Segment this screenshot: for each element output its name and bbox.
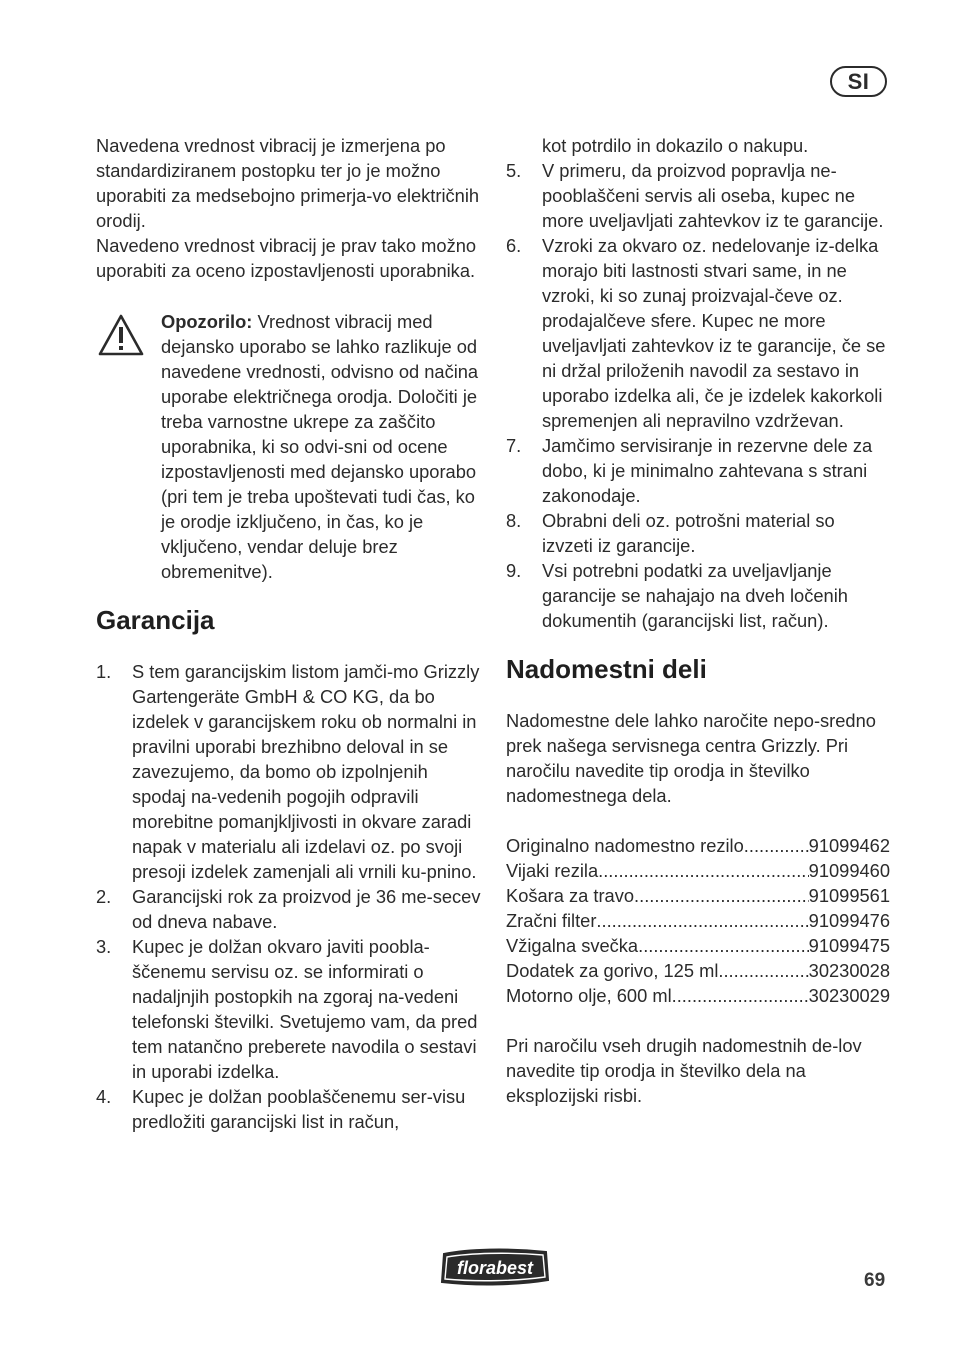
list-item (506, 508, 890, 558)
spare-part-number: 91099475 (808, 935, 890, 956)
list-item (506, 158, 890, 233)
right-column (506, 133, 890, 1108)
page-number: 69 (864, 1270, 886, 1291)
list-item-text: kot potrdilo in dokazilo o nakupu. (542, 135, 809, 156)
list-item (506, 433, 890, 508)
list-item-number: 7. (506, 435, 522, 456)
spare-part-name: Zračni filter (506, 910, 597, 931)
list-item-text: Vsi potrebni podatki za uveljavljanje garancije se nahajajo na dveh ločenih dokumentih (garancijski list, račun). (542, 560, 848, 631)
list-item-number: 6. (506, 235, 522, 256)
list-item-text: S tem garancijskim listom jamči-mo Grizzly Gartengeräte GmbH & CO KG, da bo izdelek v garancijskem roku ob normalni in pravilni uporabi brezhibno deloval in se zavezujemo, da bomo ob izpolnjenih spodaj na-vedenih pogojih odpravili morebitne pomanjkljivosti in okvare zaradi napak v materialu ali izdelavi oz. po svoji presoji izdelek zamenjali ali vrnili ku-pnino. (132, 661, 480, 882)
language-badge: SI (830, 66, 887, 97)
list-item-number: 1. (96, 661, 112, 682)
warning-label: Opozorilo: (161, 311, 253, 332)
spare-part-number: 30230028 (808, 960, 890, 981)
spare-part-number: 91099476 (808, 910, 890, 931)
warranty-heading: Garancija (96, 605, 215, 635)
spare-parts-outro: Pri naročilu vseh drugih nadomestnih de-lov navedite tip orodja in številko dela na eksplozijski risbi. (506, 1035, 862, 1106)
list-item-text: Kupec je dolžan okvaro javiti poobla-ščenemu servisu oz. se informirati o nadaljnjih postopkih na zgoraj na-vedeni telefonski številki. Svetujemo vam, da pred tem natančno preberete navodila o sestavi in uporabi izdelka. (132, 936, 478, 1082)
spare-part-row (506, 908, 890, 933)
list-item (96, 659, 482, 884)
dot-leader (718, 958, 808, 983)
spare-part-name: Dodatek za gorivo, 125 ml (506, 960, 719, 981)
florabest-logo (438, 1246, 552, 1288)
list-item-text: Jamčimo servisiranje in rezervne dele za dobo, ki je minimalno zahtevana s strani zakonodaje. (542, 435, 873, 506)
brand-name: florabest (456, 1258, 534, 1278)
intro-paragraph-1: Navedena vrednost vibracij je izmerjena po standardiziranem postopku ter jo je možno uporabiti za medsebojno primerja-vo električnih orodij. (96, 135, 480, 231)
list-item-text: Garancijski rok za proizvod je 36 me-secev od dneva nabave. (132, 886, 481, 932)
spare-part-row (506, 933, 890, 958)
spare-parts-intro: Nadomestne dele lahko naročite nepo-sredno prek našega servisnega centra Grizzly. Pri naročilu navedite tip orodja in številko nadomestnega dela. (506, 710, 876, 806)
spare-part-row (506, 958, 890, 983)
list-item-continuation (506, 133, 890, 158)
list-item-number: 5. (506, 160, 522, 181)
spare-part-name: Motorno olje, 600 ml (506, 985, 672, 1006)
spare-part-name: Originalno nadomestno rezilo (506, 835, 744, 856)
warning-text (161, 309, 482, 584)
spare-part-number: 30230029 (808, 985, 890, 1006)
spare-part-name: Vžigalna svečka (506, 935, 639, 956)
dot-leader (638, 933, 809, 958)
warranty-list-left (96, 659, 482, 1134)
spare-part-row (506, 883, 890, 908)
list-item (96, 934, 482, 1084)
spare-part-row (506, 858, 890, 883)
spare-part-row (506, 833, 890, 858)
list-item-text: Kupec je dolžan pooblaščenemu ser-visu predložiti garancijski list in račun, (132, 1086, 466, 1132)
list-item-number: 9. (506, 560, 522, 581)
dot-leader (596, 908, 808, 933)
dot-leader (672, 983, 809, 1008)
left-column (96, 133, 482, 1134)
list-item (506, 233, 890, 433)
dot-leader (634, 883, 809, 908)
spare-part-number: 91099460 (808, 860, 890, 881)
spare-part-name: Košara za travo (506, 885, 635, 906)
list-item (96, 884, 482, 934)
dot-leader (598, 858, 809, 883)
list-item-text: Obrabni deli oz. potrošni material so izvzeti iz garancije. (542, 510, 835, 556)
list-item-number: 8. (506, 510, 522, 531)
spare-parts-list (506, 833, 890, 1008)
spare-part-row (506, 983, 890, 1008)
list-item-text: V primeru, da proizvod popravlja ne-pooblaščeni servis ali oseba, kupec ne more uveljavljati zahtevkov iz te garancije. (542, 160, 884, 231)
list-item-text: Vzroki za okvaro oz. nedelovanje iz-delka morajo biti lastnosti stvari same, in ne vzroki, ki so zunaj proizvajal-čeve oz. prodajalčeve sfere. Kupec ne more uveljavljati zahtevkov iz te garancije, če se ni držal priloženih navodil za sestavo in uporabo izdelka ali, če je izdelek kakorkoli spremenjen ali nepravilno vzdrževan. (542, 235, 886, 431)
spare-part-name: Vijaki rezila (506, 860, 599, 881)
spare-part-number: 91099561 (808, 885, 890, 906)
warranty-list-right (506, 133, 890, 633)
dot-leader (744, 833, 809, 858)
list-item-number: 4. (96, 1086, 112, 1107)
warning-block (96, 309, 482, 584)
warning-triangle-icon (97, 313, 145, 357)
list-item-number: 2. (96, 886, 112, 907)
list-item-number: 3. (96, 936, 112, 957)
list-item (506, 558, 890, 633)
spare-parts-heading: Nadomestni deli (506, 654, 707, 684)
warning-body: Vrednost vibracij med dejansko uporabo se lahko razlikuje od navedene vrednosti, odvisno od načina uporabe električnega orodja. Določiti je treba varnostne ukrepe za zaščito uporabnika, ki so odvi-sni od ocene izpostavljenosti med dejansko uporabo (pri tem je treba upoštevati tudi čas, ko je orodje izključeno, in čas, ko je vključeno, vendar deluje brez obremenitve). (161, 311, 479, 582)
spare-part-number: 91099462 (808, 835, 890, 856)
intro-paragraph-2: Navedeno vrednost vibracij je prav tako možno uporabiti za oceno izpostavljenosti uporabnika. (96, 235, 477, 281)
list-item (96, 1084, 482, 1134)
